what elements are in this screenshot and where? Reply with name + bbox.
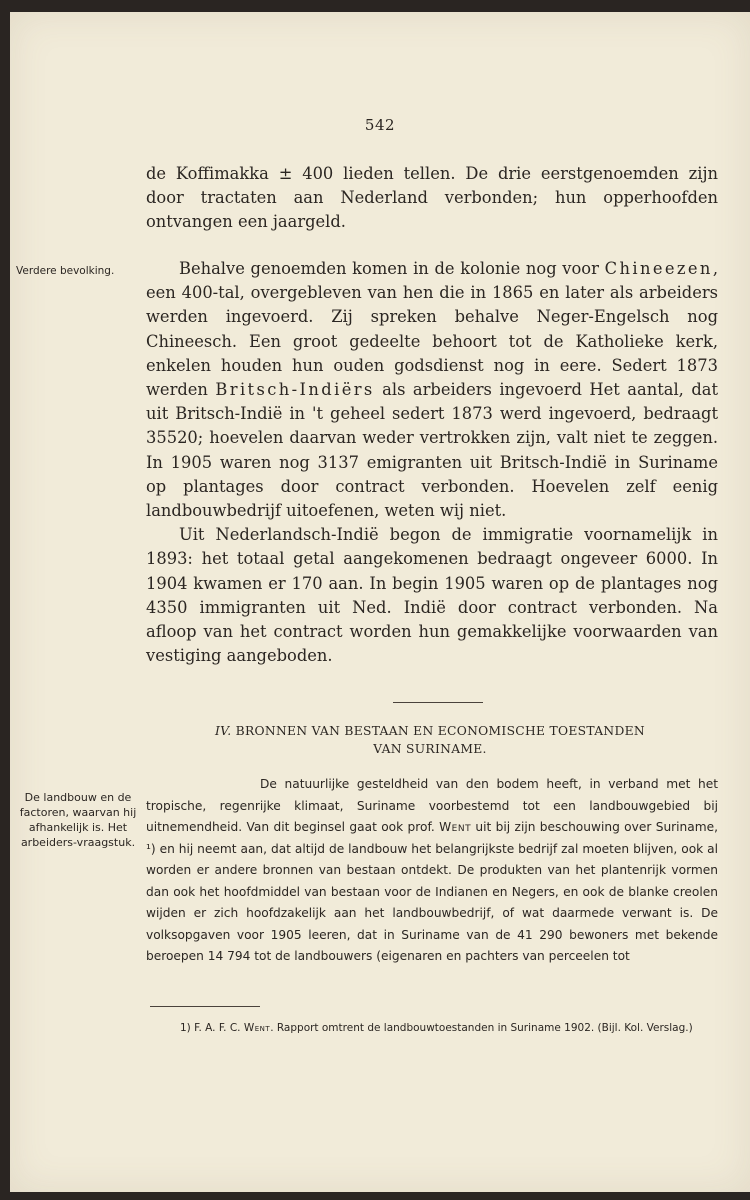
section-para-start: De natuurlijke gesteldheid van den bodem heeft, in verband met het tropische, regenrijke klimaat, Suriname voorbestemd tot een landbouwgebied bij uitnemendheid. Van dit beginsel gaat ook prof. [146,777,718,834]
footnote-divider [150,1006,260,1007]
section-para-rest: uit bij zijn beschouwing over Suriname, ¹) en hij neemt aan, dat altijd de landbouw het belangrijkste bedrijf zal moeten blijven, ook al worden er andere bronnen van bestaan ontdekt. De produkten van het plantenrijk vormen dan ook het hoofdmiddel van bestaan voor de Indianen en Negers, en ook de blanke creolen wijden er zich hoofdzakelijk aan het landbouwbedrijf, of wat daarmede verwant is. De volksopgaven voor 1905 leeren, dat in Suriname van de 41 290 bewoners met bekende beroepen 14 794 tot de landbouwers (eigenaren en pachters van perceelen tot [146,820,718,963]
section-title-line1: BRONNEN VAN BESTAAN EN ECONOMISCHE TOESTANDEN [235,724,645,738]
author-went: Went [439,820,472,834]
section-heading [170,722,690,758]
footnote-author: Went [243,1022,271,1034]
main-text-top [146,162,718,235]
page-number: 542 [364,116,396,134]
section-text [146,774,718,968]
para1-rest: als arbeiders ingevoerd Het aantal, dat uit Britsch-Indië in 't geheel sedert 1873 werd ingevoerd, bedraagt 35520; hoevelen daarvan weder vertrokken zijn, valt niet te zeggen. In 1905 waren nog 3137 emigranten uit Britsch-Indië in Suriname op plantages door contract verbonden. Hoevelen zelf eenig landbouwbedrijf uitoefenen, weten wij niet. [146,380,718,521]
term-chineezen: Chineezen [604,259,713,278]
section-title-line2: VAN SURINAME. [373,742,487,756]
para1-start: Behalve genoemden komen in de kolonie nog voor [179,259,605,278]
section-roman: IV. [215,724,232,738]
paragraph-bevolking [146,257,718,523]
footnote-start: 1) F. A. F. C. [180,1022,244,1034]
paragraph-landbouw [146,774,718,968]
footnote [146,1018,718,1038]
footnote-rest: . Rapport omtrent de landbouwtoestanden in Suriname 1902. (Bijl. Kol. Verslag.) [270,1022,693,1034]
paragraph-immigratie: Uit Nederlandsch-Indië begon de immigratie voornamelijk in 1893: het totaal getal aangekomenen bedraagt ongeveer 6000. In 1904 kwamen er 170 aan. In begin 1905 waren op de plantages nog 4350 immigranten uit Ned. Indië door contract verbonden. Na afloop van het contract worden hun gemakkelijke voorwaarden van vestiging aangeboden. [146,525,718,666]
section-divider [393,702,483,703]
margin-note-landbouw: De landbouw en de factoren, waarvan hij afhankelijk is. Het arbeiders-vraagstuk. [19,791,137,849]
book-page [10,12,750,1192]
intro-paragraph: de Koffimakka ± 400 lieden tellen. De drie eerstgenoemden zijn door tractaten aan Nederland verbonden; hun opperhoofden ontvangen een jaargeld. [146,164,718,232]
term-britsch-indiers: Britsch-Indiërs [215,380,375,400]
para1-after-chineezen: , een 400-tal, overgebleven van hen die in 1865 en later als arbeiders werden ingevoerd. Zij spreken behalve Neger-Engelsch nog Chineesch. Een groot gedeelte behoort tot de Katholieke kerk, enkelen houden hun ouden godsdienst nog in eere. Sedert 1873 werden [146,259,718,400]
main-text-body [146,257,718,668]
margin-note-bevolking: Verdere bevolking. [16,265,115,277]
